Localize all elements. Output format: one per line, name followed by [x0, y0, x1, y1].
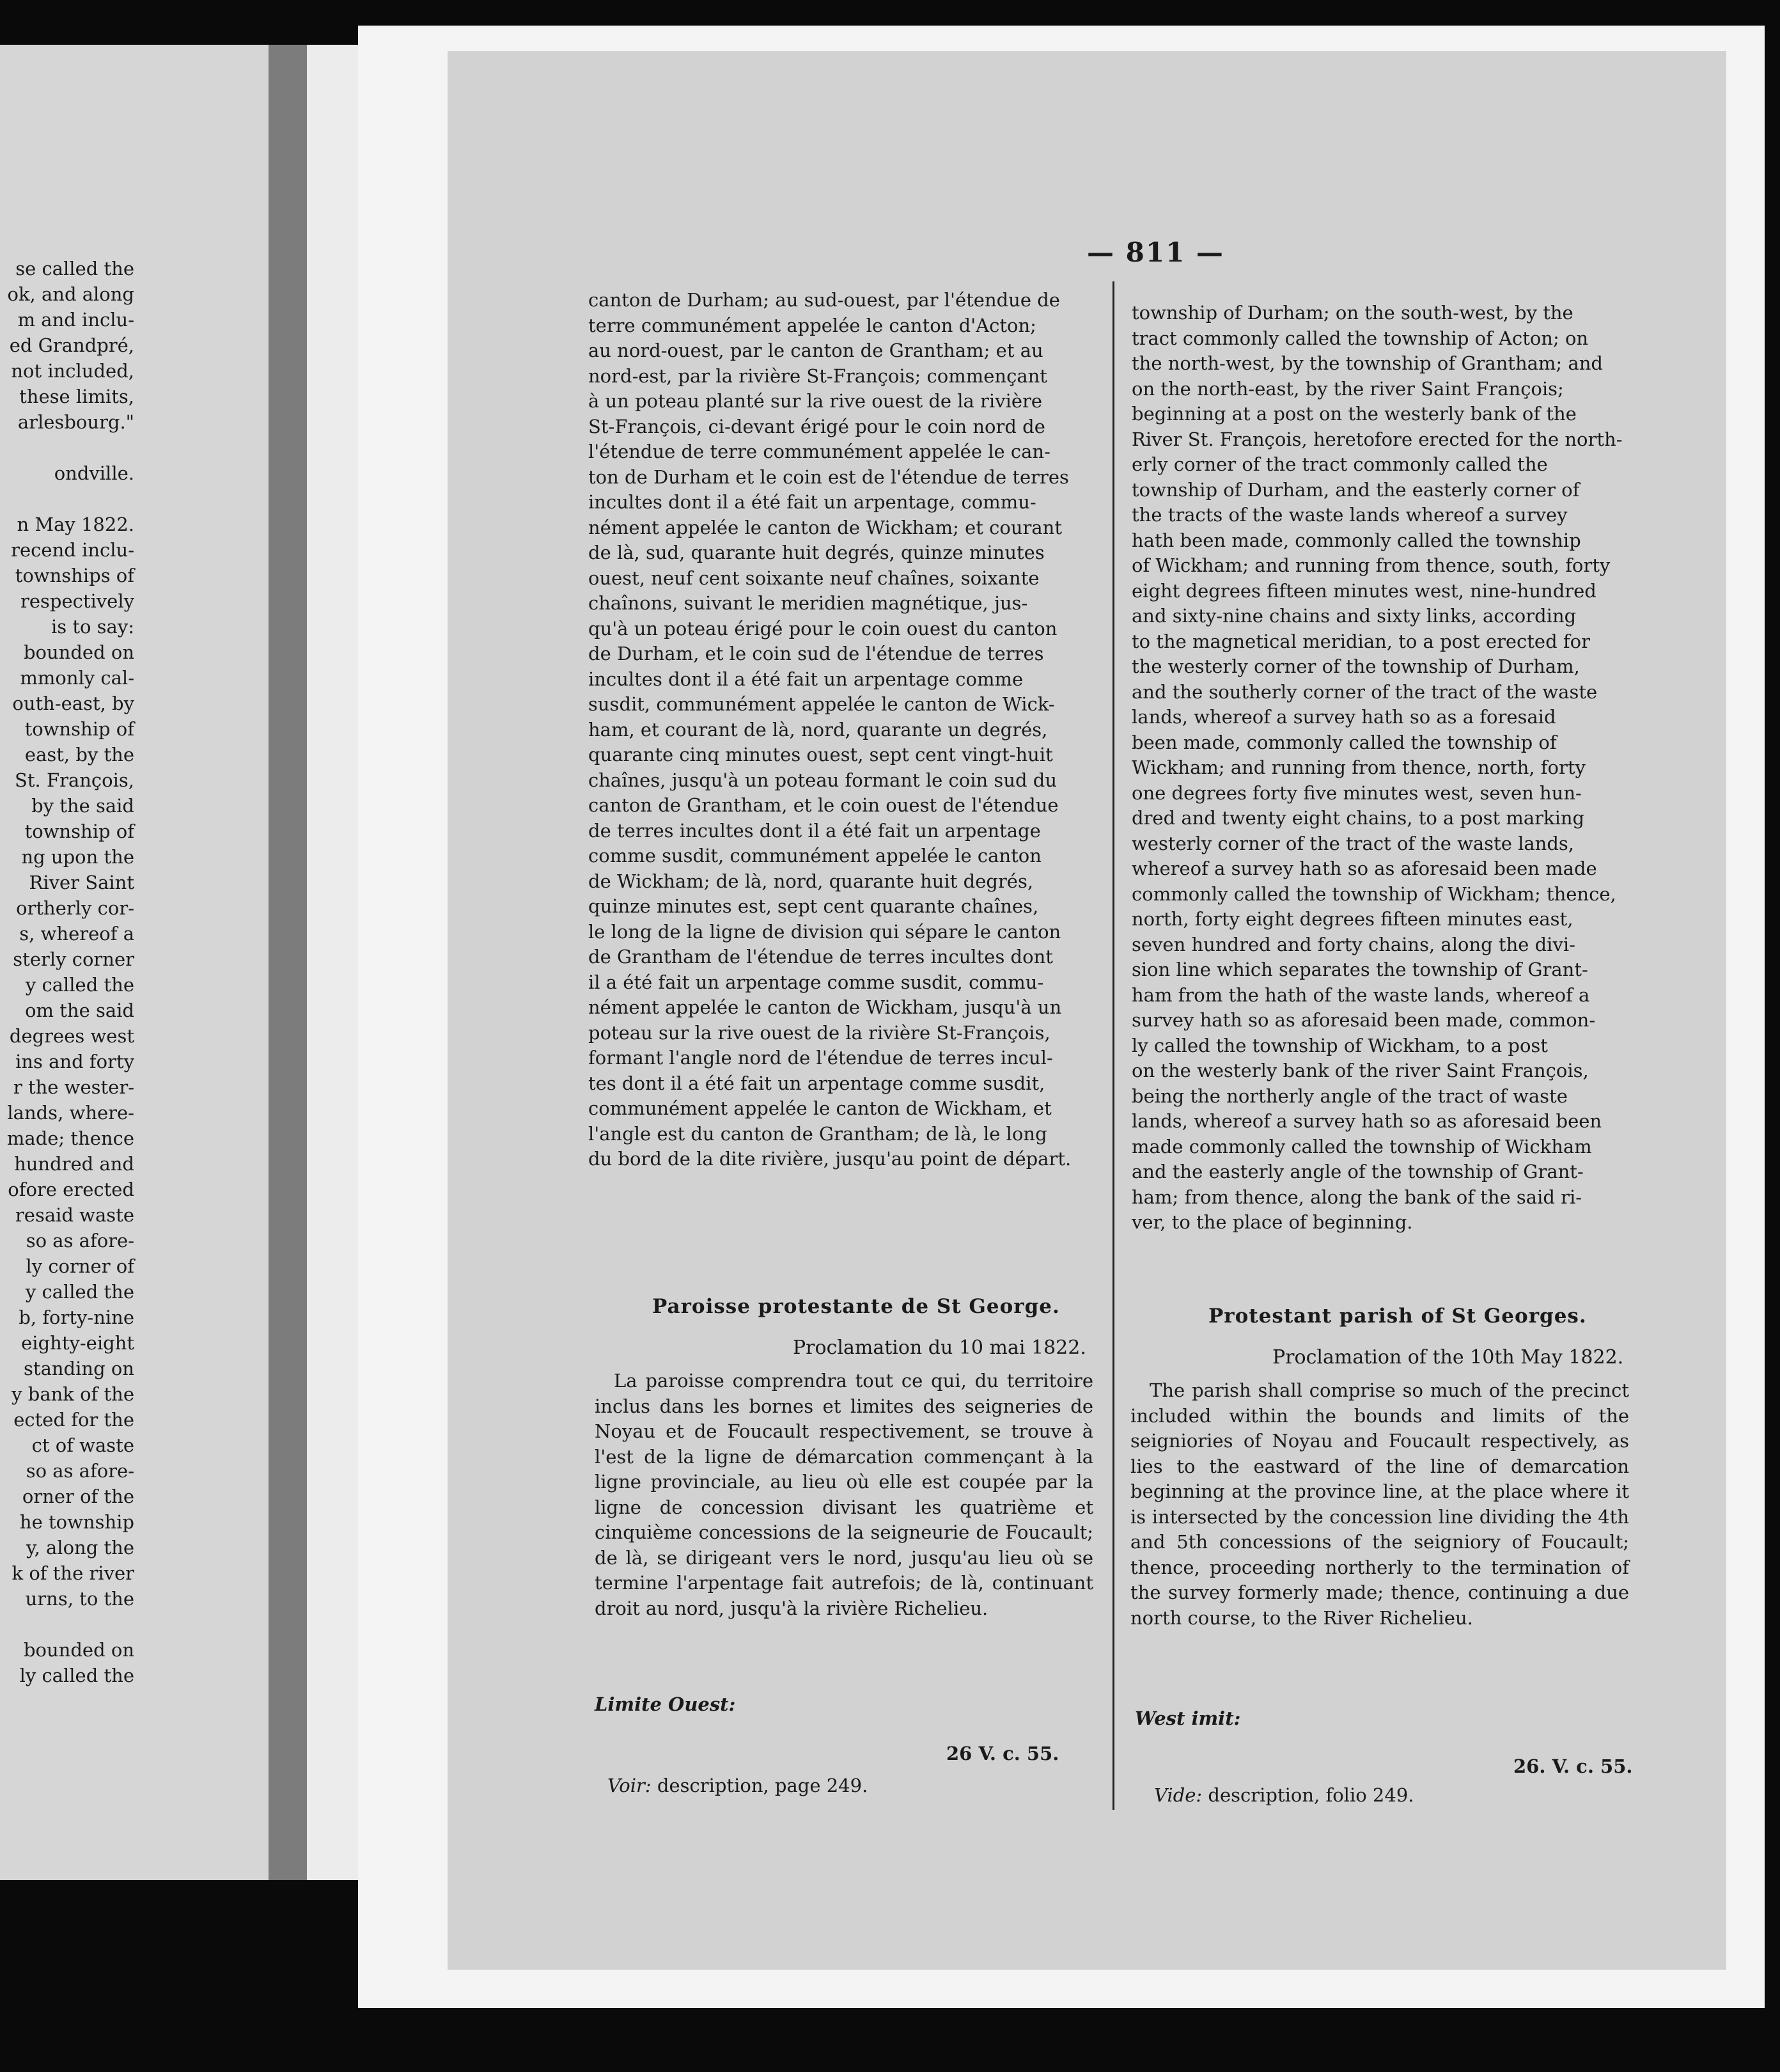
english-text-line: dred and twenty eight chains, to a post marking — [1132, 807, 1585, 829]
english-text-line: beginning at a post on the westerly bank of the — [1132, 403, 1577, 425]
english-column — [1132, 301, 1643, 1236]
english-text-line: north, forty eight degrees fifteen minutes east, — [1132, 908, 1573, 930]
french-text-line: incultes dont il a été fait un arpentage, commu- — [588, 491, 1036, 513]
left-page-line — [0, 435, 134, 460]
left-page-line: by the said — [31, 795, 134, 817]
french-text-line: ham, et courant de là, nord, quarante un degrés, — [588, 718, 1048, 741]
french-text-line: de Durham, et le coin sud de l'étendue de terres — [588, 643, 1044, 664]
english-text-line: of Wickham; and running from thence, south, forty — [1132, 554, 1611, 576]
english-text-line: Wickham; and running from thence, north, forty — [1132, 757, 1586, 778]
english-text-line: lands, whereof a survey hath so as a foresaid — [1132, 706, 1556, 728]
left-page-line: not included, — [11, 360, 134, 382]
english-text-line: been made, commonly called the township of — [1132, 731, 1557, 753]
left-page-line: ng upon the — [21, 846, 134, 868]
left-page-line: respectively — [20, 590, 134, 612]
english-text-line: township of Durham, and the easterly corner of — [1132, 478, 1580, 501]
left-page-line: ly corner of — [26, 1255, 134, 1277]
french-text-line: poteau sur la rive ouest de la rivière St-François, — [588, 1021, 1050, 1044]
left-page-line: se called the — [15, 258, 134, 279]
left-page-line: r the wester- — [13, 1076, 134, 1098]
english-text-line: westerly corner of the tract of the waste lands, — [1132, 832, 1575, 854]
left-page-line: ly called the — [19, 1665, 134, 1686]
french-text-line: le long de la ligne de division qui sépare le canton — [588, 920, 1061, 943]
left-page-line: is to say: — [51, 616, 134, 638]
english-text-line: whereof a survey hath so as aforesaid been made — [1132, 858, 1597, 879]
english-text-line: and the easterly angle of the township of Grant- — [1132, 1161, 1584, 1182]
french-text-line: canton de Grantham, et le coin ouest de l'étendue — [588, 794, 1059, 816]
french-text-line: il a été fait un arpentage comme susdit, commu- — [588, 971, 1044, 993]
english-text-line: ver, to the place of beginning. — [1132, 1211, 1413, 1233]
left-page-line: ins and forty — [15, 1051, 134, 1072]
english-text-line: erly corner of the tract commonly called the — [1132, 453, 1548, 475]
left-page-line: so as afore- — [26, 1460, 134, 1482]
left-page-line: township of — [24, 718, 134, 740]
french-text-line: canton de Durham; au sud-ouest, par l'étendue de — [588, 289, 1060, 311]
left-page-line: ondville. — [54, 462, 134, 484]
left-page-line: mmonly cal- — [20, 667, 134, 689]
left-page-line: made; thence — [6, 1127, 134, 1149]
left-page-line: ok, and along — [7, 283, 134, 305]
column-divider — [1112, 281, 1114, 1810]
left-page-line: outh-east, by — [12, 693, 134, 714]
english-text-line: tract commonly called the township of Acton; on — [1132, 327, 1589, 349]
english-paragraph: The parish shall comprise so much of the precinct included within the bounds and limits of the seigniories of Noyau and Foucault respectively, as lies to the eastward of the line of demarcation beginning at the province line, at the place where it is intersected by the concession line dividing the 4th and 5th concessions of the seigniory of Foucault; thence, proceeding northerly to the termination of the survey formerly made; thence, continuing a due north course, to the River Richelieu. — [1130, 1379, 1629, 1629]
french-text-line: l'étendue de terre communément appelée le can- — [588, 441, 1050, 462]
french-text-line: de là, sud, quarante huit degrés, quinze minutes — [588, 542, 1045, 563]
left-page-text — [0, 256, 134, 1688]
english-text-line: made commonly called the township of Wickham — [1132, 1135, 1592, 1158]
french-text-line: chaînons, suivant le meridien magnétique, jus- — [588, 592, 1028, 614]
left-page-line: y, along the — [26, 1537, 134, 1558]
left-page-line: m and inclu- — [17, 309, 134, 331]
left-page-line: recend inclu- — [11, 539, 134, 561]
page-edge — [307, 45, 358, 1880]
left-page-line — [0, 486, 134, 512]
left-page-line: degrees west — [9, 1025, 134, 1047]
left-page-line: eighty-eight — [21, 1332, 134, 1354]
english-text-line: and the southerly corner of the tract of the waste — [1132, 680, 1598, 703]
english-text-line: River St. François, heretofore erected for the north- — [1132, 428, 1623, 450]
french-text-line: comme susdit, communément appelée le canton — [588, 845, 1042, 867]
french-text-line: nord-est, par la rivière St-François; commençant — [588, 365, 1047, 387]
english-text-line: township of Durham; on the south-west, by the — [1132, 302, 1573, 324]
french-text-line: de Wickham; de là, nord, quarante huit degrés, — [588, 870, 1034, 892]
french-text-line: au nord-ouest, par le canton de Grantham; et au — [588, 340, 1043, 361]
french-text-line: terre communément appelée le canton d'Acton; — [588, 314, 1036, 336]
english-text-line: survey hath so as aforesaid been made, common- — [1132, 1009, 1596, 1031]
english-text-line: the westerly corner of the township of Durham, — [1132, 655, 1580, 677]
english-see-label: Vide: — [1154, 1784, 1203, 1806]
french-text-line: nément appelée le canton de Wickham; et courant — [588, 516, 1063, 538]
left-page-line: b, forty-nine — [19, 1307, 134, 1328]
left-page-line: s, whereof a — [19, 923, 134, 945]
left-page-line: he township — [19, 1511, 134, 1533]
french-paragraph: La paroisse comprendra tout ce qui, du territoire inclus dans les bornes et limites des seigneries de Noyau et de Foucault respectivement, se trouve à l'est de la ligne de démarcation commençant à la ligne provinciale, au lieu où elle est coupée par la ligne de concession divisant les quatrième et cinquième concessions de la seigneurie de Foucault; de là, se dirigeant vers le nord, jusqu'au lieu où se termine l'arpentage fait autrefois; de là, continuant droit au nord, jusqu'à la rivière Richelieu. — [595, 1370, 1093, 1619]
english-text-line: ly called the township of Wickham, to a post — [1132, 1034, 1548, 1056]
english-statute: 26. V. c. 55. — [1513, 1755, 1633, 1777]
french-text-line: ton de Durham et le coin est de l'étendue de terres — [588, 466, 1069, 488]
left-page-line: resaid waste — [15, 1204, 134, 1226]
english-text-line: the tracts of the waste lands whereof a survey — [1132, 504, 1568, 526]
english-text-line: seven hundred and forty chains, along the divi- — [1132, 933, 1575, 955]
english-text-line: commonly called the township of Wickham; thence, — [1132, 883, 1616, 905]
french-text-line: incultes dont il a été fait un arpentage comme — [588, 668, 1024, 690]
left-page-line: township of — [24, 820, 134, 842]
left-page-line: bounded on — [23, 1639, 134, 1661]
left-page-fragment — [0, 45, 269, 1880]
french-text-line: formant l'angle nord de l'étendue de terres incul- — [588, 1047, 1053, 1069]
french-see-reference — [607, 1775, 868, 1796]
page-number: — 811 — — [1087, 237, 1224, 268]
english-proclamation: Proclamation of the 10th May 1822. — [1272, 1346, 1624, 1369]
english-limit-label: West imit: — [1135, 1707, 1241, 1729]
english-text-line: hath been made, commonly called the township — [1132, 529, 1581, 551]
english-text-line: eight degrees fifteen minutes west, nine-hundred — [1132, 579, 1597, 602]
french-limit-label: Limite Ouest: — [595, 1693, 736, 1715]
french-text-line: chaînes, jusqu'à un poteau formant le coin sud du — [588, 769, 1058, 791]
left-page-line: River Saint — [29, 872, 134, 893]
left-page-line: ed Grandpré, — [9, 334, 134, 356]
french-text-line: ouest, neuf cent soixante neuf chaînes, soixante — [588, 567, 1040, 589]
french-column — [588, 288, 1100, 1172]
french-text-line: tes dont il a été fait un arpentage comme susdit, — [588, 1072, 1045, 1094]
left-page-line: lands, where- — [7, 1102, 134, 1124]
left-page-line: hundred and — [14, 1153, 134, 1175]
left-page-line: n May 1822. — [17, 514, 134, 535]
right-page — [358, 26, 1765, 2008]
french-text-line: du bord de la dite rivière, jusqu'au point de départ. — [588, 1148, 1072, 1170]
english-text-line: ham from the hath of the waste lands, whereof a — [1132, 984, 1590, 1006]
english-text-line: lands, whereof a survey hath so as aforesaid been — [1132, 1110, 1602, 1132]
left-page-line: y called the — [25, 974, 134, 996]
english-text-line: the north-west, by the township of Grantham; and — [1132, 352, 1603, 374]
french-see-text: description, page 249. — [651, 1775, 868, 1796]
left-page-line: so as afore- — [26, 1230, 134, 1252]
english-text-line: on the north-east, by the river Saint François; — [1132, 377, 1564, 400]
left-page-line: ected for the — [13, 1409, 134, 1431]
english-text-line: to the magnetical meridian, to a post erected for — [1132, 630, 1590, 652]
english-text-line: one degrees forty five minutes west, seven hun- — [1132, 781, 1582, 804]
left-page-line: urns, to the — [25, 1588, 134, 1610]
english-heading: Protestant parish of St Georges. — [1208, 1305, 1587, 1328]
left-page-line: orner of the — [22, 1486, 134, 1507]
left-page-line: om the said — [25, 1000, 134, 1021]
left-page-line: sterly corner — [13, 948, 134, 970]
french-text-line: à un poteau planté sur la rive ouest de la rivière — [588, 390, 1043, 412]
french-text-line: l'angle est du canton de Grantham; de là, le long — [588, 1122, 1047, 1145]
left-page-line — [0, 1612, 134, 1637]
french-text-line: de terres incultes dont il a été fait un arpentage — [588, 819, 1041, 842]
scanned-page — [448, 51, 1726, 1970]
left-page-line: east, by the — [24, 744, 134, 765]
left-page-line: y called the — [25, 1281, 134, 1303]
english-text-line: on the westerly bank of the river Saint François, — [1132, 1060, 1589, 1081]
english-text-line: ham; from thence, along the bank of the said ri- — [1132, 1186, 1582, 1208]
english-text-line: being the northerly angle of the tract of waste — [1132, 1085, 1568, 1107]
left-page-line: ofore erected — [8, 1179, 134, 1200]
french-text-line: quinze minutes est, sept cent quarante chaînes, — [588, 895, 1039, 917]
english-text-line: sion line which separates the township of Grant- — [1132, 959, 1588, 980]
english-see-text: description, folio 249. — [1202, 1784, 1414, 1806]
french-text-line: communément appelée le canton de Wickham, et — [588, 1097, 1052, 1119]
french-text-line: de Grantham de l'étendue de terres incultes dont — [588, 946, 1053, 968]
left-page-line: y bank of the — [12, 1383, 134, 1405]
left-page-line: townships of — [15, 565, 134, 586]
french-proclamation: Proclamation du 10 mai 1822. — [793, 1337, 1086, 1359]
english-see-reference — [1154, 1784, 1414, 1806]
left-page-line: standing on — [24, 1358, 134, 1379]
french-text-line: St-François, ci-devant érigé pour le coin nord de — [588, 415, 1045, 437]
left-page-line: k of the river — [12, 1562, 134, 1584]
french-text-line: quarante cinq minutes ouest, sept cent vingt-huit — [588, 744, 1053, 765]
left-page-line: bounded on — [23, 641, 134, 663]
french-heading: Paroisse protestante de St George. — [652, 1295, 1060, 1318]
french-see-label: Voir: — [607, 1775, 652, 1796]
french-text-line: susdit, communément appelée le canton de Wick- — [588, 693, 1055, 715]
left-page-line: ct of waste — [31, 1434, 134, 1456]
french-statute: 26 V. c. 55. — [946, 1743, 1059, 1764]
left-page-line: ortherly cor- — [16, 897, 134, 919]
left-page-line: St. François, — [15, 769, 134, 791]
french-text-line: qu'à un poteau érigé pour le coin ouest du canton — [588, 617, 1058, 640]
french-text-line: nément appelée le canton de Wickham, jusqu'à un — [588, 996, 1062, 1018]
left-page-line: arlesbourg." — [17, 411, 134, 433]
book-gutter — [269, 45, 307, 1880]
english-text-line: and sixty-nine chains and sixty links, according — [1132, 605, 1577, 627]
left-page-line: these limits, — [19, 386, 134, 407]
